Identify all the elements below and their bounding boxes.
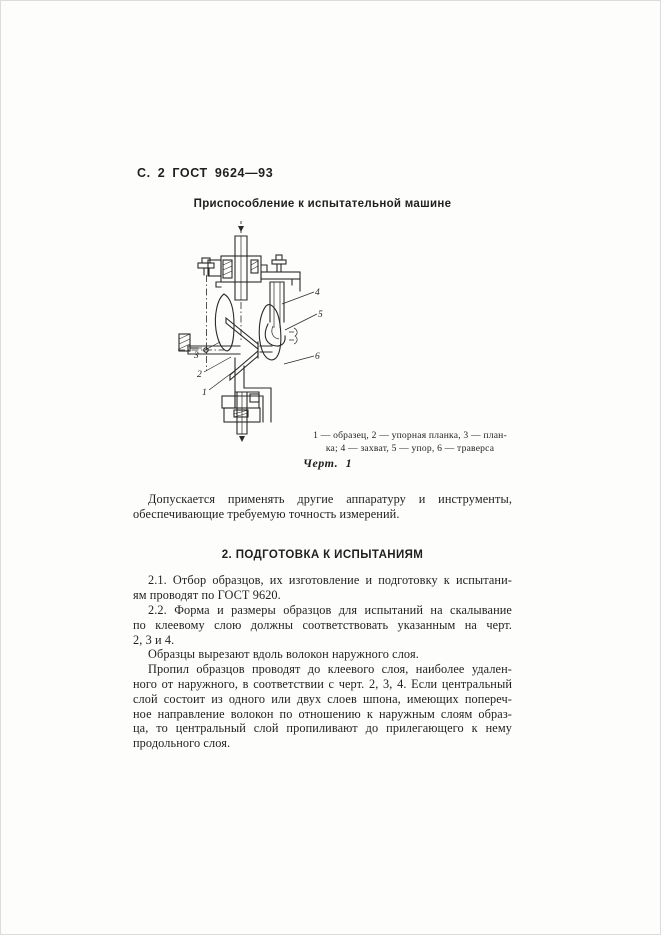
- legend-line: 1 — образец, 2 — упорная планка, 3 — план-: [313, 430, 507, 441]
- callout-5: 5: [318, 310, 323, 320]
- paragraph: [133, 647, 512, 662]
- text-line: ного от наружного, в соответствии с черт. 2, 3, 4. Если центральный: [133, 676, 512, 691]
- lower-grip: [222, 392, 260, 442]
- upper-traverse: [208, 256, 261, 300]
- figure-title: Приспособление к испытательной машине: [193, 198, 452, 210]
- text-line: Допускается применять другие аппаратуру и инструменты,: [148, 492, 512, 506]
- test-fixture-drawing: [178, 220, 350, 446]
- figure-legend: [296, 429, 524, 455]
- text-line: ца, то центральный слой пропиливают до прилегающего к нему: [133, 721, 512, 736]
- wedge-grip: [226, 318, 272, 380]
- text-line: 2, 3 и 4.: [133, 632, 175, 647]
- figure-caption: Черт. 1: [303, 456, 353, 470]
- text-line: 2.1. Отбор образцов, их изготовление и подготовку к испытани-: [148, 573, 512, 588]
- text-line: Пропил образцов проводят до клеевого слоя, наиболее удален-: [148, 662, 512, 677]
- right-bracket: [261, 255, 300, 291]
- load-arrow-bottom: [239, 436, 245, 442]
- upper-rod: [235, 236, 247, 256]
- callout-4: 4: [315, 288, 320, 298]
- stop-hook: [265, 324, 285, 346]
- text-line: продольного слоя.: [133, 736, 231, 751]
- body-text: [133, 492, 512, 751]
- callout-6: 6: [315, 352, 320, 362]
- paragraph: [133, 603, 512, 647]
- text-line: обеспечивающие требуемую точность измерений.: [133, 506, 400, 521]
- callout-2: 2: [197, 370, 202, 380]
- text-line: ное направление волокон по отношению к наружным слоям образ-: [133, 706, 512, 721]
- section-heading: 2. ПОДГОТОВКА К ИСПЫТАНИЯМ: [221, 548, 424, 561]
- paragraph: [133, 573, 512, 603]
- paragraph: [133, 662, 512, 751]
- load-arrow-top: [238, 221, 244, 233]
- callout-3: 3: [194, 351, 199, 361]
- callout-1: 1: [202, 388, 207, 398]
- text-line: Образцы вырезают вдоль волокон наружного слоя.: [148, 647, 419, 662]
- legend-line: ка; 4 — захват, 5 — упор, 6 — траверса: [325, 443, 495, 454]
- bracket-mark: [289, 328, 297, 344]
- intro-paragraph: [133, 492, 512, 522]
- page-header: С. 2 ГОСТ 9624—93: [137, 166, 274, 180]
- text-line: 2.2. Форма и размеры образцов для испытаний на скалывание: [148, 602, 512, 617]
- specimen-bar: [178, 334, 240, 354]
- grip-rod: [270, 282, 284, 328]
- text-line: слой состоит из одного или двух слоев шпона, имеющих попереч-: [133, 691, 512, 706]
- body-paragraphs: [133, 573, 512, 751]
- text-line: по клеевому слою должны соответствовать указанным на черт.: [133, 617, 512, 632]
- stepped-member: [235, 302, 271, 422]
- text-line: ям проводят по ГОСТ 9620.: [133, 588, 281, 603]
